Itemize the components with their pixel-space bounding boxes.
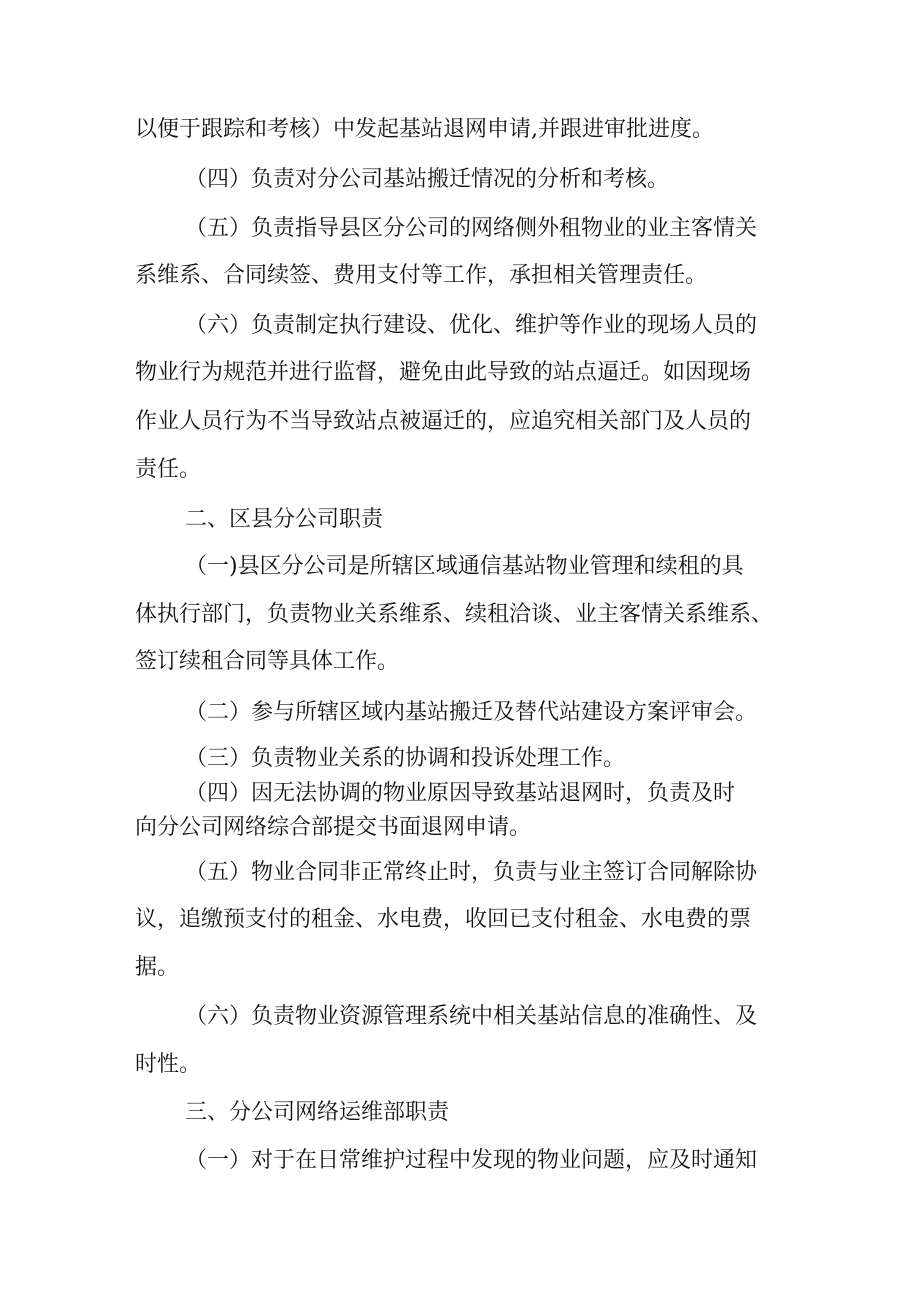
text-line-19: 据。 (135, 955, 180, 980)
section-heading-2: 二、区县分公司职责 (185, 507, 384, 532)
text-line-17: （五）物业合同非正常终止时，负责与业主签订合同解除协 (185, 860, 758, 885)
text-line-23: （一）对于在日常维护过程中发现的物业问题，应及时通知 (185, 1148, 758, 1173)
text-line-11: 体执行部门，负责物业关系维系、续租洽谈、业主客情关系维系、 (135, 602, 774, 627)
text-line-7: 作业人员行为不当导致站点被逼迁的，应追究相关部门及人员的 (135, 409, 752, 434)
text-line-12: 签订续租合同等具体工作。 (135, 649, 400, 674)
text-line-15: （四）因无法协调的物业原因导致基站退网时，负责及时 (185, 781, 736, 806)
text-line-10: （一)县区分公司是所辖区域通信基站物业管理和续租的具 (185, 554, 744, 579)
text-line-20: （六）负责物业资源管理系统中相关基站信息的准确性、及 (185, 1004, 758, 1029)
text-line-6: 物业行为规范并进行监督，避免由此导致的站点逼迁。如因现场 (135, 360, 752, 385)
text-line-1: 以便于跟踪和考核）中发起基站退网申请,并跟进审批进度。 (135, 117, 714, 142)
text-line-4: 系维系、合同续签、费用支付等工作，承担相关管理责任。 (135, 263, 708, 288)
text-line-16: 向分公司网络综合部提交书面退网申请。 (135, 815, 532, 840)
text-line-21: 时性。 (135, 1052, 202, 1077)
text-line-5: （六）负责制定执行建设、优化、维护等作业的现场人员的 (185, 313, 758, 338)
section-heading-3: 三、分公司网络运维部职责 (185, 1100, 450, 1125)
text-line-14: （三）负责物业关系的协调和投诉处理工作。 (185, 746, 626, 771)
text-line-8: 责任。 (135, 457, 202, 482)
text-line-2: （四）负责对分公司基站搬迁情况的分析和考核。 (185, 167, 670, 192)
text-line-18: 议，追缴预支付的租金、水电费，收回已支付租金、水电费的票 (135, 907, 752, 932)
text-line-13: （二）参与所辖区域内基站搬迁及替代站建设方案评审会。 (185, 700, 758, 725)
text-line-3: （五）负责指导县区分公司的网络侧外租物业的业主客情关 (185, 216, 758, 241)
